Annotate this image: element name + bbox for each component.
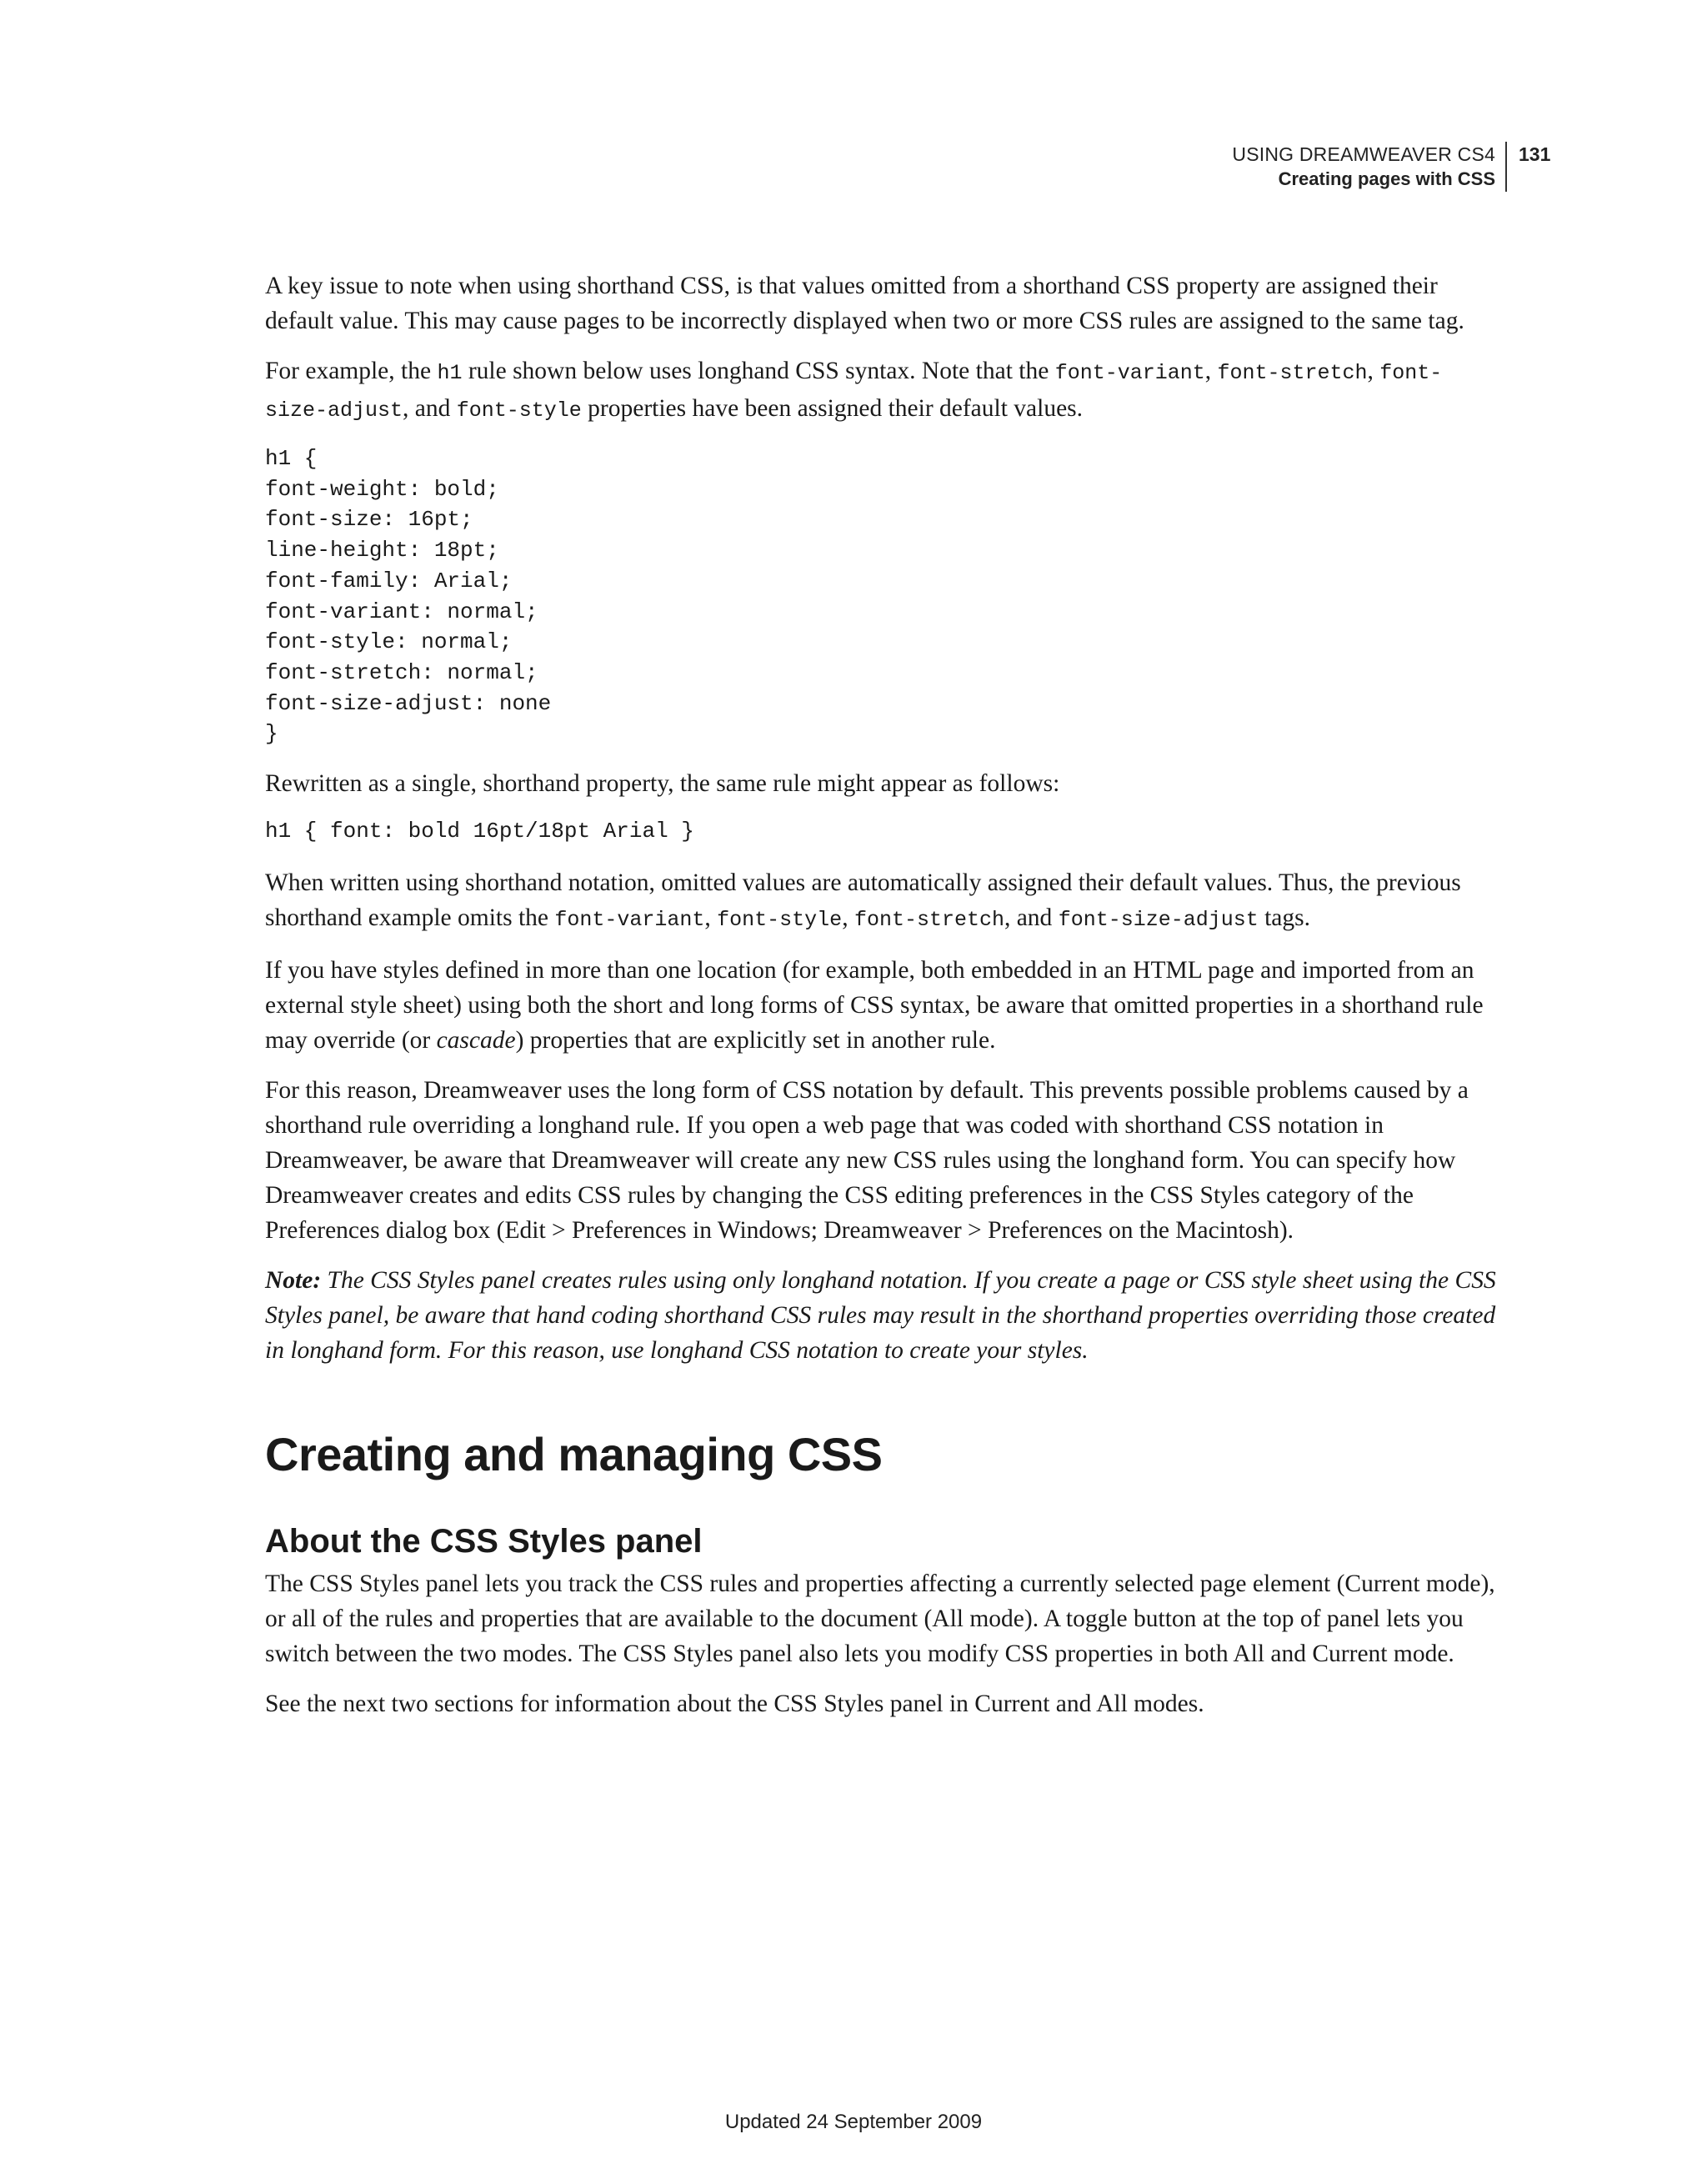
text-run: properties have been assigned their default values. — [581, 395, 1084, 422]
subsection-heading: About the CSS Styles panel — [265, 1522, 703, 1560]
paragraph-cascade — [265, 953, 1499, 1058]
footer-updated: Updated 24 September 2009 — [724, 2111, 983, 2133]
text-run: , — [704, 904, 718, 931]
chapter-title: Creating pages with CSS — [1278, 168, 1495, 189]
text-run: rule shown below uses longhand CSS syntax. Note that the — [462, 358, 1055, 384]
text-run: , and — [1004, 904, 1059, 931]
inline-code: font-style — [456, 398, 582, 423]
book-title: USING DREAMWEAVER CS4 — [1232, 143, 1495, 165]
inline-code: font-variant — [1054, 361, 1205, 385]
running-head-text — [1232, 142, 1507, 192]
inline-code: h1 — [437, 361, 463, 385]
text-run: ) properties that are explicitly set in another rule. — [515, 1026, 996, 1054]
note-text: The CSS Styles panel creates rules using only longhand notation. If you create a page or CSS style sheet using the CSS Styles panel, be aware that hand coding shorthand CSS rules may result in the shorthand properties overriding those created in longhand form. For this reason, use longhand CSS notation to create your styles. — [265, 1266, 1496, 1364]
inline-code: font-stretch — [854, 907, 1004, 932]
text-run: , and — [403, 395, 457, 422]
paragraph-css-styles-panel: The CSS Styles panel lets you track the CSS rules and properties affecting a currently selected page element (Current mode), or all of the rules and properties that are available to the document (All mode). A toggle button at the top of panel lets you switch between the two modes. The CSS Styles panel also lets you modify CSS properties in both All and Current mode. — [265, 1570, 1495, 1667]
paragraph-omitted-values — [265, 865, 1499, 938]
paragraph-long-form-default: For this reason, Dreamweaver uses the long form of CSS notation by default. This prevents possible problems caused by a shorthand rule overriding a longhand rule. If you open a web page that was coded with shorthand CSS notation in Dreamweaver, be aware that Dreamweaver will create any new CSS rules using the longhand form. You can specify how Dreamweaver creates and edits CSS rules by changing the CSS editing preferences in the CSS Styles category of the Preferences dialog box (Edit > Preferences in Windows; Dreamweaver > Preferences on the Macintosh). — [265, 1076, 1469, 1244]
code-block-shorthand: h1 { font: bold 16pt/18pt Arial } — [265, 819, 694, 844]
emphasis-cascade: cascade — [436, 1026, 516, 1054]
text-run: If you have styles defined in more than one location (for example, both embedded in an HTML page and imported from an external style sheet) using both the short and long forms of CSS syntax, be aware that omitted properties in a shorthand rule may override (or — [265, 956, 1484, 1054]
note — [265, 1263, 1499, 1368]
paragraph-longhand-example — [265, 353, 1499, 428]
text-run: , — [1367, 358, 1380, 384]
page-body — [265, 268, 1499, 1736]
text-run: , — [1204, 358, 1218, 384]
text-run: tags. — [1258, 904, 1311, 931]
paragraph-next-sections: See the next two sections for information about the CSS Styles panel in Current and All modes. — [265, 1690, 1204, 1717]
text-run: For example, the — [265, 358, 438, 384]
section-heading: Creating and managing CSS — [265, 1427, 883, 1480]
code-block-longhand: h1 { font-weight: bold; font-size: 16pt; line-height: 18pt; font-family: Arial; font-variant: normal; font-style: normal; font-stretch: normal; font-size-adjust: none } — [265, 446, 552, 747]
paragraph-shorthand-issue: A key issue to note when using shorthand CSS, is that values omitted from a shorthand CSS property are assigned their default value. This may cause pages to be incorrectly displayed when two or more CSS rules are assigned to the same tag. — [265, 273, 1464, 334]
inline-code: font-stretch — [1217, 361, 1368, 385]
paragraph-shorthand-intro: Rewritten as a single, shorthand property, the same rule might appear as follows: — [265, 770, 1060, 798]
inline-code: font-size-adjust — [1058, 907, 1259, 932]
inline-code: font-style — [717, 907, 843, 932]
note-label: Note: — [265, 1266, 322, 1294]
inline-code: font-variant — [554, 907, 705, 932]
inline-code: font-size-adjust — [265, 361, 1443, 423]
running-head — [924, 142, 1507, 192]
text-run: When written using shorthand notation, omitted values are automatically assigned their default values. Thus, the previous shorthand example omits the — [265, 869, 1461, 931]
page-number: 131 — [1519, 143, 1551, 165]
text-run: , — [842, 904, 854, 931]
